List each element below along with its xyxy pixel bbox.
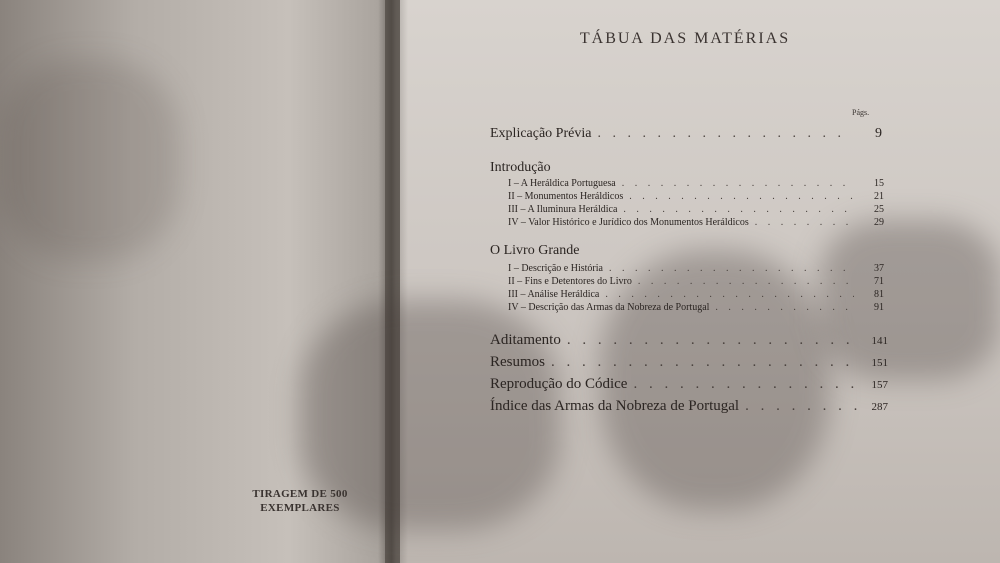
toc-entry [508,217,884,228]
toc-entry [508,178,884,189]
toc-title: TÁBUA DAS MATÉRIAS [579,30,791,47]
entry-label: Resumos [490,354,546,370]
entry-label: IV – Valor Histórico e Jurídico dos Monumentos Heráldicos [508,217,749,228]
dot-leader [622,178,854,189]
entry-label: III – Análise Heráldica [508,289,600,300]
dot-leader [605,289,854,300]
dot-leader [755,217,854,228]
entry-label: Aditamento [490,332,561,348]
toc-entry-preface [490,126,882,142]
dot-leader [567,332,858,349]
toc-entry [508,263,884,274]
entry-label: Explicação Prévia [490,126,592,141]
entry-label: I – A Heráldica Portuguesa [508,178,616,189]
entry-page: 81 [874,289,884,300]
dot-leader [551,354,858,371]
entry-page: 141 [871,335,888,347]
dot-leader [633,376,858,393]
entry-page: 71 [874,276,884,287]
entry-page: 151 [871,357,888,369]
entry-page: 15 [874,178,884,189]
hand-shadow [0,60,180,260]
dot-leader [609,263,854,274]
toc-entry [508,191,884,202]
entry-page: 91 [874,302,884,313]
entry-page: 21 [874,191,884,202]
entry-page: 29 [874,217,884,228]
entry-page: 9 [875,126,882,141]
section-heading-livro-grande: O Livro Grande [490,243,580,258]
toc-entry [508,204,884,215]
entry-page: 287 [871,401,888,413]
toc-entry [508,302,884,313]
entry-label: I – Descrição e História [508,263,603,274]
dot-leader [745,398,858,415]
entry-page: 157 [871,379,888,391]
entry-page: 25 [874,204,884,215]
dot-leader [715,302,854,313]
dot-leader [629,191,854,202]
colophon-line: TIRAGEM DE 500 [252,488,348,500]
toc-entry [508,276,884,287]
print-run-notice [230,487,370,515]
entry-label: Reprodução do Códice [490,376,628,392]
entry-label: III – A Iluminura Heráldica [508,204,618,215]
entry-label: II – Monumentos Heráldicos [508,191,624,202]
pages-column-header: Págs. [852,108,870,117]
entry-label: Índice das Armas da Nobreza de Portugal [490,398,740,414]
entry-page: 37 [874,263,884,274]
entry-label: II – Fins e Detentores do Livro [508,276,632,287]
toc-entry [490,332,888,349]
dot-leader [638,276,854,287]
toc-entry [490,376,888,393]
colophon-line: EXEMPLARES [260,502,340,514]
toc-entry [508,289,884,300]
toc-entry [490,354,888,371]
dot-leader [623,204,854,215]
entry-label: IV – Descrição das Armas da Nobreza de Portugal [508,302,710,313]
toc-entry [490,398,888,415]
dot-leader [597,126,852,142]
section-heading-introducao: Introdução [490,160,551,175]
